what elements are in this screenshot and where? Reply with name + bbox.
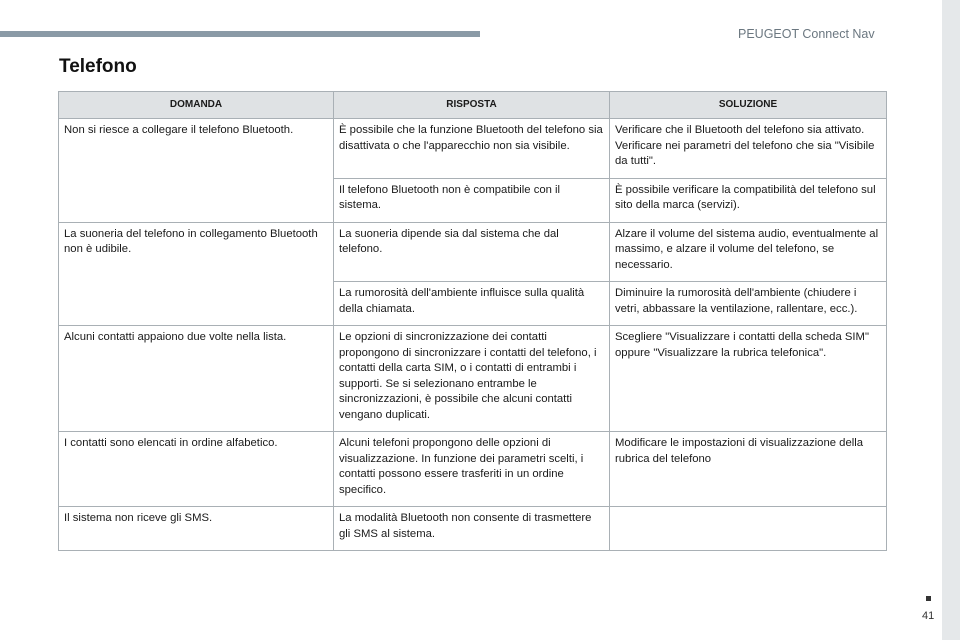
solution-cell: Scegliere "Visualizzare i contatti della scheda SIM" oppure "Visualizzare la rubrica telefonica". xyxy=(610,326,887,432)
table-row xyxy=(59,432,887,507)
solution-cell: Diminuire la rumorosità dell'ambiente (chiudere i vetri, abbassare la ventilazione, rallentare, ecc.). xyxy=(610,282,887,326)
answer-cell: È possibile che la funzione Bluetooth del telefono sia disattivata o che l'apparecchio non sia visibile. xyxy=(334,119,610,179)
solution-cell: Alzare il volume del sistema audio, eventualmente al massimo, e alzare il volume del telefono, se necessario. xyxy=(610,222,887,282)
answer-cell: La suoneria dipende sia dal sistema che dal telefono. xyxy=(334,222,610,282)
header-brand: PEUGEOT Connect Nav xyxy=(738,27,875,41)
page-title: Telefono xyxy=(59,56,137,77)
answer-cell: Il telefono Bluetooth non è compatibile con il sistema. xyxy=(334,178,610,222)
answer-cell: La rumorosità dell'ambiente influisce sulla qualità della chiamata. xyxy=(334,282,610,326)
page-margin-band xyxy=(942,0,960,640)
question-cell: I contatti sono elencati in ordine alfabetico. xyxy=(59,432,334,507)
header-domanda: DOMANDA xyxy=(59,92,334,119)
table-row xyxy=(59,222,887,282)
table-header-row xyxy=(59,92,887,119)
solution-cell: È possibile verificare la compatibilità del telefono sul sito della marca (servizi). xyxy=(610,178,887,222)
faq-table xyxy=(58,91,887,551)
table-row xyxy=(59,326,887,432)
header-risposta: RISPOSTA xyxy=(334,92,610,119)
solution-cell xyxy=(610,507,887,551)
solution-cell: Modificare le impostazioni di visualizzazione della rubrica del telefono xyxy=(610,432,887,507)
header-soluzione: SOLUZIONE xyxy=(610,92,887,119)
question-cell: Non si riesce a collegare il telefono Bluetooth. xyxy=(59,119,334,223)
table-row xyxy=(59,507,887,551)
page-number: 41 xyxy=(922,610,935,622)
header-rule xyxy=(0,31,480,37)
answer-cell: Le opzioni di sincronizzazione dei contatti propongono di sincronizzare i contatti del telefono, i contatti della carta SIM, o i contatti di entrambi i supporti. Se si selezionano entrambe le sincronizzazioni, è possibile che alcuni contatti vengano duplicati. xyxy=(334,326,610,432)
footer-bullet-icon xyxy=(926,596,931,601)
answer-cell: La modalità Bluetooth non consente di trasmettere gli SMS al sistema. xyxy=(334,507,610,551)
solution-cell: Verificare che il Bluetooth del telefono sia attivato. Verificare nei parametri del telefono che sia "Visibile da tutti". xyxy=(610,119,887,179)
question-cell: Alcuni contatti appaiono due volte nella lista. xyxy=(59,326,334,432)
answer-cell: Alcuni telefoni propongono delle opzioni di visualizzazione. In funzione dei parametri scelti, i contatti possono essere trasferiti in un ordine specifico. xyxy=(334,432,610,507)
table-row xyxy=(59,119,887,179)
question-cell: La suoneria del telefono in collegamento Bluetooth non è udibile. xyxy=(59,222,334,326)
question-cell: Il sistema non riceve gli SMS. xyxy=(59,507,334,551)
